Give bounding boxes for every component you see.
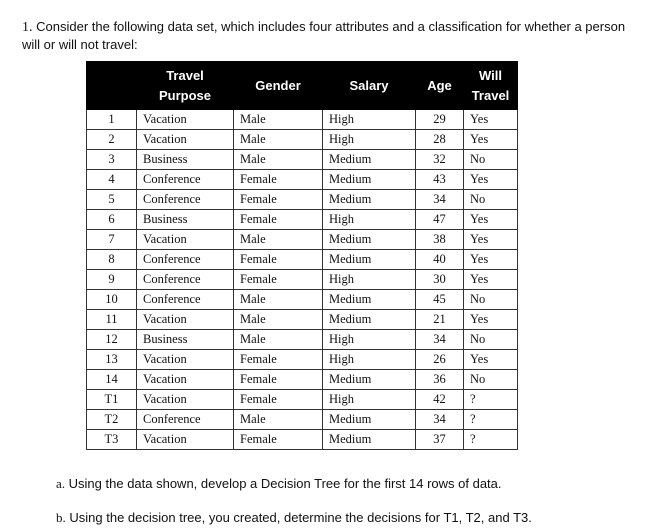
age-cell: 40 [416,250,464,270]
will-travel-cell: No [464,330,518,350]
row-id-cell: 5 [87,190,137,210]
age-cell: 43 [416,170,464,190]
will-travel-cell: No [464,190,518,210]
row-id-cell: 7 [87,230,137,250]
table-row [87,390,518,410]
gender-cell: Female [234,190,323,210]
gender-cell: Male [234,330,323,350]
salary-cell: High [323,330,416,350]
will-travel-cell: Yes [464,130,518,150]
salary-cell: High [323,210,416,230]
header-will-travel: Will Travel [464,62,518,110]
gender-cell: Male [234,410,323,430]
table-row [87,190,518,210]
age-cell: 26 [416,350,464,370]
travel-purpose-cell: Business [137,150,234,170]
table-row [87,310,518,330]
salary-cell: Medium [323,230,416,250]
will-travel-cell: No [464,150,518,170]
salary-cell: Medium [323,170,416,190]
travel-purpose-cell: Business [137,210,234,230]
row-id-cell: T3 [87,430,137,450]
header-row-number [87,62,137,110]
travel-purpose-cell: Vacation [137,230,234,250]
travel-purpose-cell: Vacation [137,350,234,370]
travel-purpose-cell: Conference [137,410,234,430]
salary-cell: High [323,130,416,150]
gender-cell: Female [234,210,323,230]
header-travel-purpose: Travel Purpose [137,62,234,110]
age-cell: 30 [416,270,464,290]
age-cell: 36 [416,370,464,390]
row-id-cell: T2 [87,410,137,430]
travel-purpose-cell: Conference [137,270,234,290]
gender-cell: Male [234,130,323,150]
age-cell: 42 [416,390,464,410]
gender-cell: Female [234,170,323,190]
will-travel-cell: No [464,290,518,310]
age-cell: 45 [416,290,464,310]
table-row [87,150,518,170]
gender-cell: Male [234,290,323,310]
gender-cell: Male [234,310,323,330]
age-cell: 21 [416,310,464,330]
will-travel-cell: ? [464,390,518,410]
row-id-cell: 3 [87,150,137,170]
age-cell: 38 [416,230,464,250]
gender-cell: Female [234,370,323,390]
salary-cell: High [323,110,416,130]
will-travel-cell: ? [464,430,518,450]
table-row [87,210,518,230]
will-travel-cell: No [464,370,518,390]
will-travel-cell: Yes [464,110,518,130]
table-row [87,330,518,350]
header-gender: Gender [234,62,323,110]
will-travel-cell: Yes [464,230,518,250]
gender-cell: Female [234,250,323,270]
travel-purpose-cell: Vacation [137,430,234,450]
gender-cell: Female [234,270,323,290]
travel-purpose-cell: Business [137,330,234,350]
table-row [87,270,518,290]
will-travel-cell: ? [464,410,518,430]
table-row [87,350,518,370]
salary-cell: High [323,270,416,290]
question-body: Consider the following data set, which includes four attributes and a classification for whether a person will or will not travel: [22,19,626,52]
table-header-row [87,62,518,110]
table-row [87,370,518,390]
row-id-cell: 1 [87,110,137,130]
subquestion-letter: a. [56,476,66,491]
row-id-cell: 11 [87,310,137,330]
row-id-cell: T1 [87,390,137,410]
subquestion-a [56,476,502,492]
will-travel-cell: Yes [464,250,518,270]
row-id-cell: 14 [87,370,137,390]
age-cell: 32 [416,150,464,170]
table-row [87,130,518,150]
salary-cell: Medium [323,310,416,330]
header-age: Age [416,62,464,110]
travel-purpose-cell: Vacation [137,110,234,130]
table-row [87,230,518,250]
question-number: 1. [22,20,33,35]
row-id-cell: 4 [87,170,137,190]
row-id-cell: 13 [87,350,137,370]
age-cell: 29 [416,110,464,130]
travel-purpose-cell: Conference [137,170,234,190]
table-row [87,250,518,270]
table-row [87,290,518,310]
row-id-cell: 9 [87,270,137,290]
subquestion-text: Using the decision tree, you created, determine the decisions for T1, T2, and T3. [69,510,532,525]
salary-cell: Medium [323,290,416,310]
travel-purpose-cell: Vacation [137,130,234,150]
age-cell: 34 [416,330,464,350]
salary-cell: Medium [323,410,416,430]
will-travel-cell: Yes [464,170,518,190]
gender-cell: Male [234,110,323,130]
travel-purpose-cell: Vacation [137,370,234,390]
table-row [87,430,518,450]
age-cell: 37 [416,430,464,450]
subquestion-b [56,510,532,526]
salary-cell: Medium [323,190,416,210]
gender-cell: Female [234,430,323,450]
gender-cell: Male [234,230,323,250]
age-cell: 34 [416,410,464,430]
age-cell: 47 [416,210,464,230]
salary-cell: High [323,350,416,370]
travel-purpose-cell: Conference [137,290,234,310]
row-id-cell: 12 [87,330,137,350]
will-travel-cell: Yes [464,270,518,290]
travel-data-table [86,61,518,450]
travel-purpose-cell: Conference [137,250,234,270]
row-id-cell: 8 [87,250,137,270]
table-row [87,170,518,190]
table-row [87,110,518,130]
salary-cell: High [323,390,416,410]
age-cell: 34 [416,190,464,210]
gender-cell: Male [234,150,323,170]
travel-purpose-cell: Conference [137,190,234,210]
gender-cell: Female [234,390,323,410]
salary-cell: Medium [323,150,416,170]
will-travel-cell: Yes [464,310,518,330]
row-id-cell: 10 [87,290,137,310]
question-text [22,18,642,53]
gender-cell: Female [234,350,323,370]
row-id-cell: 2 [87,130,137,150]
travel-purpose-cell: Vacation [137,390,234,410]
travel-purpose-cell: Vacation [137,310,234,330]
will-travel-cell: Yes [464,350,518,370]
table-row [87,410,518,430]
age-cell: 28 [416,130,464,150]
will-travel-cell: Yes [464,210,518,230]
salary-cell: Medium [323,250,416,270]
subquestion-text: Using the data shown, develop a Decision Tree for the first 14 rows of data. [68,476,502,491]
salary-cell: Medium [323,370,416,390]
salary-cell: Medium [323,430,416,450]
header-salary: Salary [323,62,416,110]
subquestion-letter: b. [56,510,66,525]
row-id-cell: 6 [87,210,137,230]
